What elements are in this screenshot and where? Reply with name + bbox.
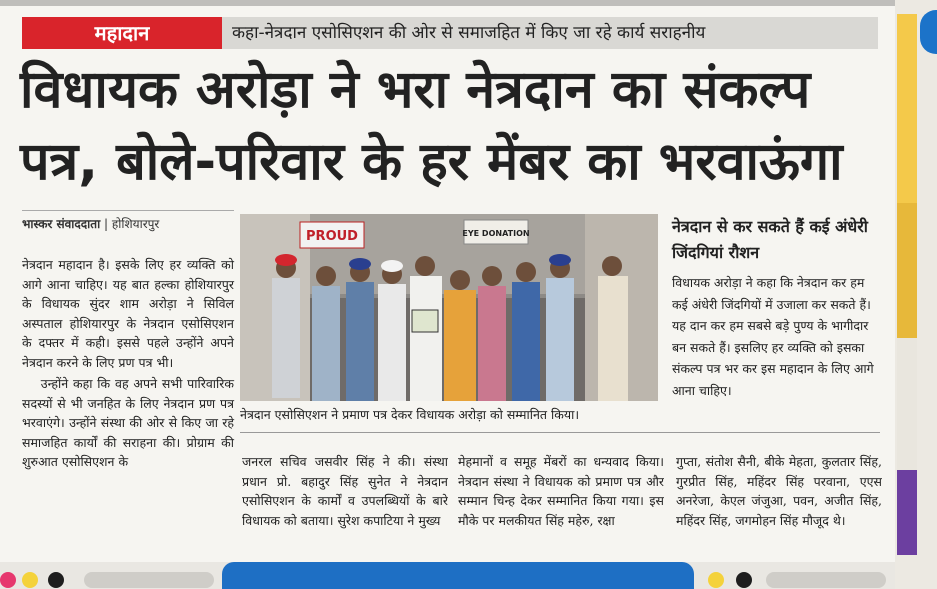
body-paragraph-1: नेत्रदान महादान है। इसके लिए हर व्यक्ति को आगे आना चाहिए। यह बात हल्का होशियारपुर के विधायक सुंदर शाम अरोड़ा ने सिविल अस्पताल होशियारपुर के नेत्रदान एसोसिएशन के दफ्तर में कही। इससे पहले उन्होंने अपने नेत्रदान करने के लिए प्रण पत्र भी।	[22, 257, 234, 370]
toolbar-dot-pink[interactable]	[0, 572, 16, 588]
photo-caption: नेत्रदान एसोसिएशन ने प्रमाण पत्र देकर विधायक अरोड़ा को सम्मानित किया।	[240, 407, 580, 422]
banner-left-text: PROUD	[306, 229, 358, 244]
body-column-3: मेहमानों व समूह मेंबरों का धन्यवाद किया। नेत्रदान संस्था ने विधायक को प्रमाण पत्र और सम्मान चिन्ह देकर सम्मानित किया गया। इस मौके पर मलकीयत सिंह महेरु, रक्षा	[458, 454, 664, 528]
kicker-text: कहा-नेत्रदान एसोसिएशन की ओर से समाजहित में किए जा रहे कार्य सराहनीय	[232, 23, 706, 43]
top-edge-line	[0, 0, 895, 6]
group-photo-illustration	[240, 214, 658, 401]
body-column-1	[22, 255, 234, 474]
share-toast[interactable]	[222, 562, 694, 589]
toolbar-dot-black[interactable]	[48, 572, 64, 588]
byline-separator: |	[100, 217, 112, 231]
reporter-name: भास्कर संवाददाता	[22, 217, 101, 231]
toolbar-pill-right[interactable]	[766, 572, 886, 588]
byline	[22, 210, 234, 237]
toolbar-dot-yellow-right[interactable]	[708, 572, 724, 588]
adjacent-purple-ad	[897, 470, 917, 555]
news-photo	[240, 214, 658, 401]
body-paragraph-2: उन्होंने कहा कि वह अपने सभी पारिवारिक सदस्यों से भी जनहित के लिए नेत्रदान प्रण पत्र भरवाएंगे। उन्होंने संस्था की ओर से किए जा रहे समाजहित कार्यों की सराहना की। प्रोग्राम की शुरुआत एसोसिएशन के	[22, 376, 234, 469]
body-column-4: गुप्ता, संतोश सैनी, बीके मेहता, कुलतार सिंह, गुरप्रीत सिंह, महिंदर सिंह परवाना, एएस अनरेजा, केएल जंजुआ, पवन, अजीत सिंह, महिंदर सिंह, जगमोहन सिंह मौजूद थे।	[676, 454, 882, 528]
toolbar-dot-black-right[interactable]	[736, 572, 752, 588]
byline-city: होशियारपुर	[111, 217, 160, 231]
toolbar-dot-yellow[interactable]	[22, 572, 38, 588]
banner-right-text: EYE DONATION	[462, 229, 530, 238]
column-rule	[240, 432, 880, 433]
body-column-2: जनरल सचिव जसवीर सिंह ने की। संस्था प्रधान प्रो. बहादुर सिंह सुनेत ने नेत्रदान एसोसिएशन के कार्मों व उपलब्धियों के बारे विधायक को बताया। सुरेश कपाटिया ने मुख्य	[242, 454, 448, 528]
headline-line-2: पत्र, बोले-परिवार के हर मेंबर का भरवाऊंगा	[20, 132, 843, 192]
sidebar-heading: नेत्रदान से कर सकते हैं कई अंधेरी जिंदगियां रौशन	[672, 217, 868, 262]
app-edge-button[interactable]	[920, 10, 937, 54]
sidebar-text: विधायक अरोड़ा ने कहा कि नेत्रदान कर हम कई अंधेरी जिंदगियों में उजाला कर सकते हैं। यह दान कर हम सबसे बड़े पुण्य के भागीदार बन सकते हैं। इसलिए हर व्यक्ति को इसका संकल्प पत्र भर कर इस महादान के लिए आगे आना चाहिए।	[672, 275, 874, 398]
headline-line-1: विधायक अरोड़ा ने भरा नेत्रदान का संकल्प	[20, 60, 811, 120]
toolbar-pill-left[interactable]	[84, 572, 214, 588]
section-tag: महादान	[22, 17, 222, 49]
